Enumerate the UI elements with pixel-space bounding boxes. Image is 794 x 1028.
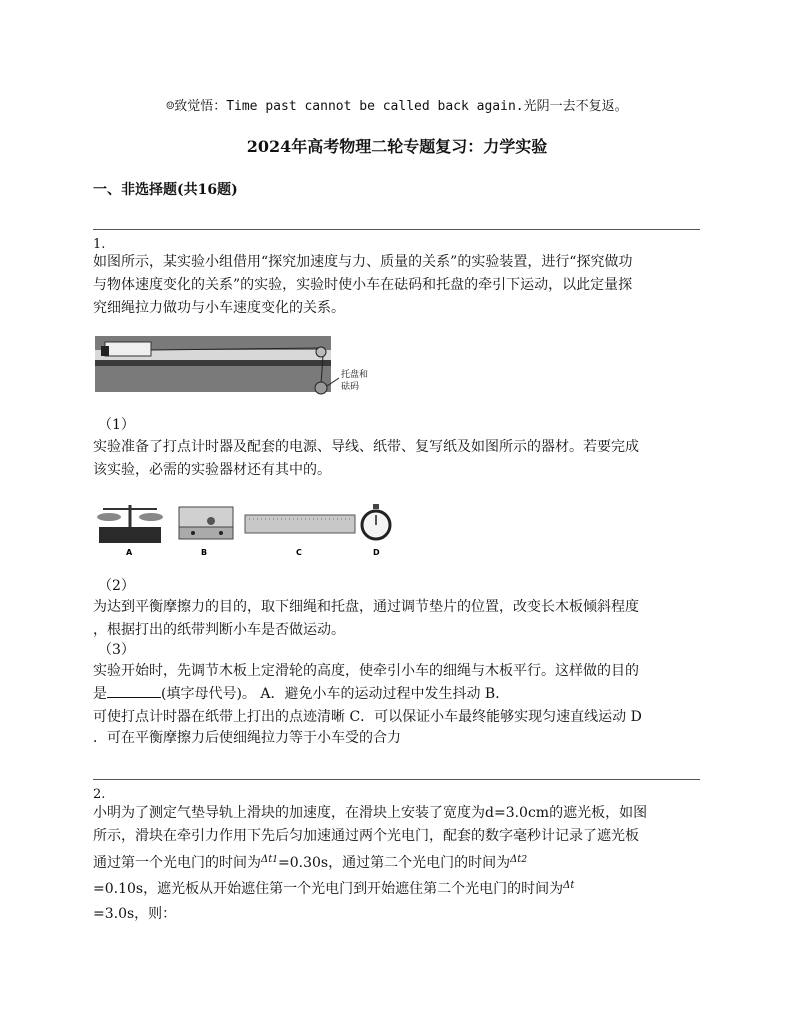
question-1-stem-line: 究细绳拉力做功与小车速度变化的关系。 <box>93 300 345 316</box>
timer <box>101 346 109 356</box>
question-2-line: 小明为了测定气垫导轨上滑块的加速度，在滑块上安装了宽度为d=3.0cm的遮光板，如图 <box>93 805 648 821</box>
question-2-line <box>93 880 574 900</box>
weight-tray <box>315 382 327 394</box>
delta-t-symbol: Δt <box>563 880 575 891</box>
cart <box>105 342 151 356</box>
question-2-text: =0.10s，遮光板从开始遮住第一个光电门到开始遮住第二个光电门的时间为 <box>93 881 564 897</box>
figure-label: 托盘和 <box>341 370 369 380</box>
option-label: C <box>296 548 302 557</box>
question-2-line <box>93 854 527 874</box>
question-1-stem-line: 如图所示，某实验小组借用“探究加速度与力、质量的关系”的实验装置，进行“探究做功 <box>93 254 633 270</box>
option-label: A <box>126 548 133 557</box>
page-title: 2024年高考物理二轮专题复习：力学实验 <box>246 137 548 156</box>
track-edge <box>95 360 331 366</box>
divider <box>93 229 700 230</box>
power-supply-image <box>179 507 233 539</box>
delta-t1-symbol: Δt <box>261 854 273 865</box>
divider <box>93 779 700 780</box>
question-2-text: =0.30s，通过第二个光电门的时间为 <box>277 855 511 871</box>
part-3-line <box>93 685 509 703</box>
motto: ☺致觉悟：Time past cannot be called back again.光阴一去不复返。 <box>166 99 628 114</box>
question-1-stem-line: 与物体速度变化的关系”的实验，实验时使小车在砝码和托盘的牵引下运动，以此定量探 <box>93 277 633 293</box>
part-1-label: （1） <box>98 417 135 433</box>
pulley <box>316 347 326 357</box>
ruler-image <box>245 515 355 533</box>
question-1-number: 1. <box>93 237 106 252</box>
equipment-figure <box>93 497 393 563</box>
part-2-line: 为达到平衡摩擦力的目的，取下细绳和托盘，通过调节垫片的位置，改变长木板倾斜程度 <box>93 599 639 615</box>
question-2-number: 2. <box>93 787 106 802</box>
question-2-line: 所示，滑块在牵引力作用下先后匀加速通过两个光电门，配套的数字毫秒计记录了遮光板 <box>93 828 639 844</box>
part-3-text: (填字母代号)。 A．避免小车的运动过程中发生抖动 B． <box>161 686 510 702</box>
stopwatch-image <box>362 504 390 539</box>
part-2-label: （2） <box>98 578 135 594</box>
figure-label: 砝码 <box>341 382 360 392</box>
part-3-text: 是 <box>93 686 107 702</box>
part-1-line: 该实验，必需的实验器材还有其中的。 <box>93 462 331 478</box>
option-label: B <box>201 548 208 557</box>
part-1-line: 实验准备了打点计时器及配套的电源、导线、纸带、复写纸及如图所示的器材。若要完成 <box>93 439 639 455</box>
delta-t2-symbol: Δt <box>510 854 522 865</box>
option-label: D <box>373 548 380 557</box>
part-2-line: ，根据打出的纸带判断小车是否做运动。 <box>93 622 345 638</box>
section-heading: 一、非选择题(共16题) <box>93 182 238 198</box>
answer-blank[interactable] <box>107 685 161 698</box>
delta-t1-subscript: 1 <box>272 855 278 865</box>
balance-image <box>97 505 163 543</box>
part-3-line: 实验开始时，先调节木板上定滑轮的高度，使牵引小车的细绳与木板平行。这样做的目的 <box>93 663 639 679</box>
apparatus-figure <box>95 336 385 398</box>
part-3-line: ．可在平衡摩擦力后使细绳拉力等于小车受的合力 <box>93 730 401 746</box>
question-2-line: =3.0s，则： <box>93 906 177 922</box>
delta-t2-subscript: 2 <box>521 855 528 865</box>
question-2-text: 通过第一个光电门的时间为 <box>93 855 261 871</box>
part-3-line: 可使打点计时器在纸带上打出的点迹清晰 C．可以保证小车最终能够实现匀速直线运动 D <box>93 709 642 725</box>
part-3-label: （3） <box>98 642 135 658</box>
